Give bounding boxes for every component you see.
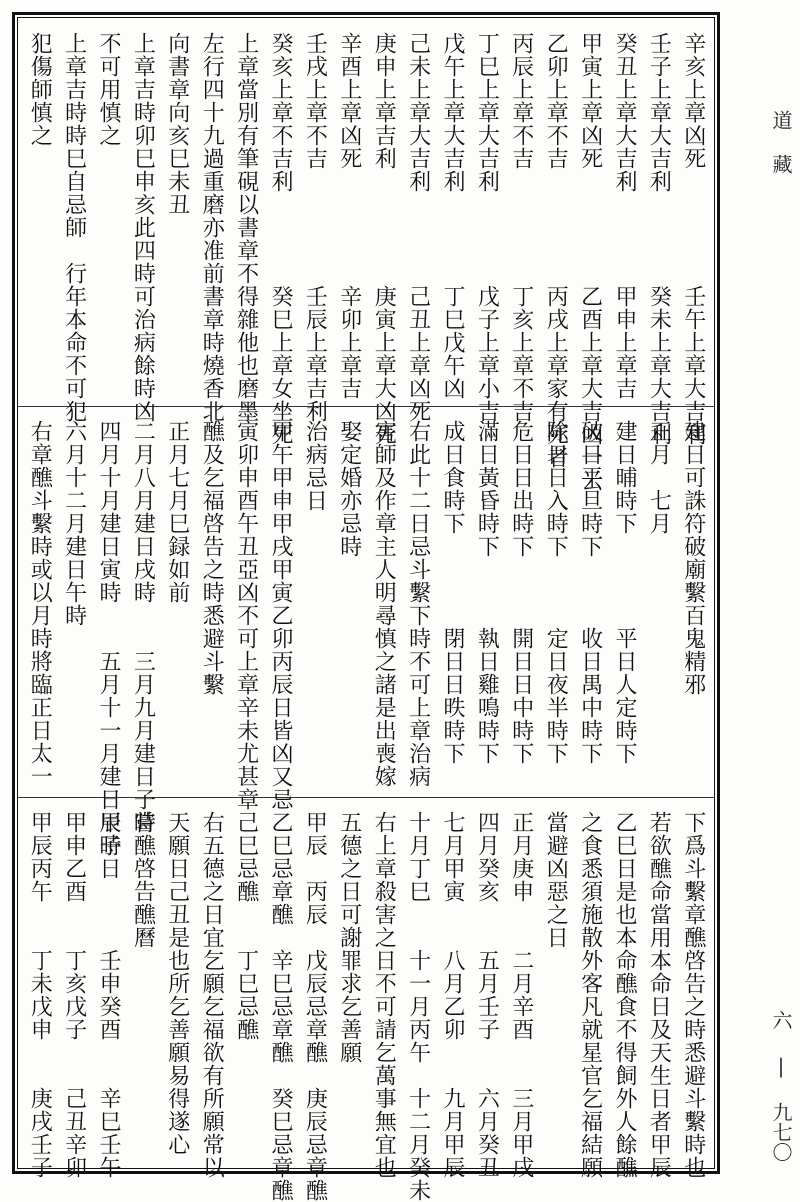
text-column: 右上章殺害之日不可請乞萬事無宜也 [371, 811, 397, 1179]
text-column: 成日食時下 閉日日昳時下 [440, 420, 465, 765]
text-column: 之食悉須施散外客凡就星官乞福結願 [577, 811, 603, 1179]
text-column: 左行四十九過重磨亦准前書章時燒香北 [199, 32, 225, 423]
text-column: 天願日己丑是也所乞善願易得遂心 [164, 811, 190, 1156]
text-column: 右五德之日宜乞願乞福欲有所願常以 [199, 811, 225, 1179]
section-divider-top [18, 406, 714, 407]
text-column: 治病忌日 [302, 420, 328, 512]
text-column: 寅卯申酉午丑亞凶不可上章辛未尤甚章 [233, 420, 259, 811]
text-column: 丁巳上章大吉利 戊子上章小吉 [474, 32, 500, 423]
text-column: 甲辰 丙辰 戊辰忌章醮 庚辰忌章醮 [302, 811, 328, 1202]
text-column: 右此十二日忌斗繫下時不可上章治病 [405, 420, 431, 788]
text-column: 戊午上章大吉利 丁巳戊午凶 [440, 32, 465, 400]
text-column: 娶定婚亦忌時 [336, 420, 362, 558]
text-column: 甲申乙酉 丁亥戊子 己丑辛卯 [61, 811, 87, 1179]
text-column: 不可用慎之 [96, 32, 121, 147]
text-column: 四月癸亥 五月壬子 六月癸丑 [474, 811, 500, 1179]
text-column: 甲午甲申甲戌甲寅乙卯丙辰日皆凶又忌 [268, 420, 293, 811]
text-column: 己未上章大吉利 己丑上章凶死 [405, 32, 431, 423]
text-column: 五德之日可謝罪求乞善願 [336, 811, 362, 1064]
text-column: 上章當別有筆硯以書章不得雜他也磨墨 [233, 32, 259, 423]
text-column: 六月十二月建日午時 [61, 420, 87, 627]
text-column: 癸亥上章不吉利 癸巳上章女坐死 [268, 32, 293, 446]
text-column: 上章吉時卯巳申亥此四時可治病餘時凶 [130, 32, 156, 423]
page-number: 六 | 九七〇 [769, 1010, 793, 1162]
text-column: 乙巳日是也本命醮食不得飼外人餘醮 [612, 811, 637, 1179]
text-column: 危日日出時下 開日日中時下 [508, 420, 534, 765]
text-column: 辛亥上章凶死 壬午上章大吉利 [680, 32, 706, 446]
text-column: 癸丑上章大吉利 甲申上章吉 [612, 32, 637, 400]
text-column: 甲辰丙午 丁未戊申 庚戌壬子 [27, 811, 53, 1179]
text-column: 甲寅上章凶死 乙酉上章大吉凶一云 [577, 32, 603, 492]
text-column: 壬戌上章不吉 壬辰上章吉利 [302, 32, 328, 423]
text-column: 害師及作章主人明尋慎之諸是出喪嫁 [371, 420, 397, 788]
text-column: 下爲斗繫章醮啓告之時悉避斗繫時也 [680, 811, 706, 1179]
text-column: 七月甲寅 八月乙卯 九月甲辰 [440, 811, 465, 1179]
text-column: 滿日黃昏時下 執日雞鳴時下 [474, 420, 500, 765]
text-column: 除日日入時下 定日夜半時下 [543, 420, 569, 765]
text-column: 正月七月巳録如前 [164, 420, 190, 604]
text-column: 正月庚申 二月辛酉 三月甲戌 [508, 811, 534, 1179]
text-column: 正月 七月 [646, 420, 672, 535]
text-column: 向書章向亥巳未丑 [164, 32, 190, 216]
text-column: 乙巳忌章醮 辛巳忌章醮 癸巳忌章醮 [268, 811, 293, 1202]
text-column: 壬子上章大吉利 癸未上章大吉利 [646, 32, 672, 446]
text-column: 己巳忌醮 丁巳忌醮 [233, 811, 259, 1041]
text-column: 乙卯上章不吉 丙戌上章家有死者 [543, 32, 569, 469]
text-column: 若欲醮命當用本命日及天生日者甲辰 [646, 811, 672, 1179]
middle-text-block [22, 410, 710, 857]
text-column: 當避凶惡之日 [543, 811, 569, 949]
text-column: 辛酉上章凶死 辛卯上章吉 [336, 32, 362, 400]
text-column: 破日平旦時下 收日禺中時下 [577, 420, 603, 765]
text-column: 嘗醮啓告醮曆 [130, 811, 156, 949]
text-column: 建日晡時下 平日人定時下 [612, 420, 637, 765]
text-column: 醮及乞福啓告之時悉避斗繫 [199, 420, 225, 696]
text-column: 上章吉時時巳自忌師 行年本命不可犯 [61, 32, 87, 423]
text-column: 建日可誅符破廟繫百鬼精邪 [680, 420, 706, 696]
book-title: 道 藏 [769, 110, 793, 174]
text-column: 庚申上章吉利 庚寅上章大凶死 [371, 32, 397, 446]
text-column: 犯傷師慎之 [27, 32, 53, 147]
text-column: 右章醮斗繫時或以月時將臨正日太一 [27, 420, 53, 788]
text-column: 四月十月建日寅時 五月十一月建日辰時 [96, 420, 121, 857]
text-column: 甲子日 壬申癸酉 辛巳壬午 [96, 811, 121, 1179]
text-column: 丙辰上章不吉 丁亥上章不吉 [508, 32, 534, 423]
lower-text-block [22, 801, 710, 1202]
text-column: 十月丁巳 十一月丙午 十二月癸未 [405, 811, 431, 1202]
text-column: 二月八月建日戌時 三月九月建日子時 [130, 420, 156, 834]
